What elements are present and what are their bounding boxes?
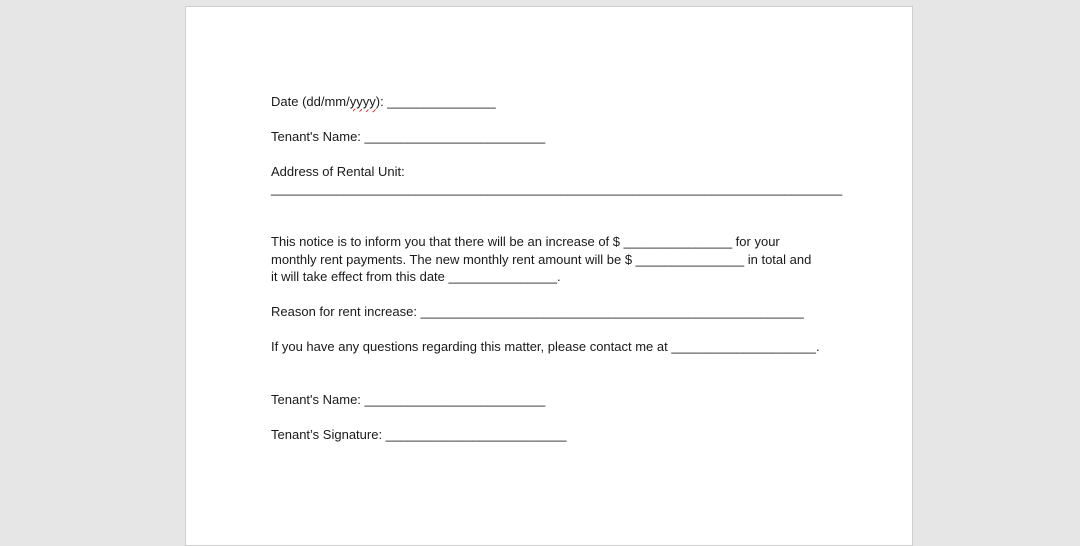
- date-prefix: Date (dd/mm/: [271, 94, 350, 109]
- notice-line-1[interactable]: This notice is to inform you that there will be an increase of $ _______________ for your: [271, 234, 780, 249]
- spelling-error-word[interactable]: yyyy: [349, 94, 376, 109]
- notice-line-3[interactable]: it will take effect from this date _______________.: [271, 269, 561, 284]
- date-suffix: ): _______________: [375, 94, 496, 109]
- address-label: Address of Rental Unit:: [271, 164, 405, 179]
- tenant-name-line[interactable]: Tenant's Name: _________________________: [271, 129, 546, 144]
- address-blank[interactable]: _______________________________________________________________________________: [271, 181, 843, 196]
- document-page: [185, 6, 913, 546]
- signature-line[interactable]: Tenant’s Signature: _________________________: [271, 427, 567, 442]
- tenant-name-line-2[interactable]: Tenant's Name: _________________________: [271, 392, 546, 407]
- questions-line[interactable]: If you have any questions regarding this matter, please contact me at ____________________.: [271, 339, 820, 354]
- notice-line-2[interactable]: monthly rent payments. The new monthly rent amount will be $ _______________ in total and: [271, 252, 812, 267]
- reason-line[interactable]: Reason for rent increase: _____________________________________________________: [271, 304, 804, 319]
- date-line[interactable]: [271, 93, 496, 110]
